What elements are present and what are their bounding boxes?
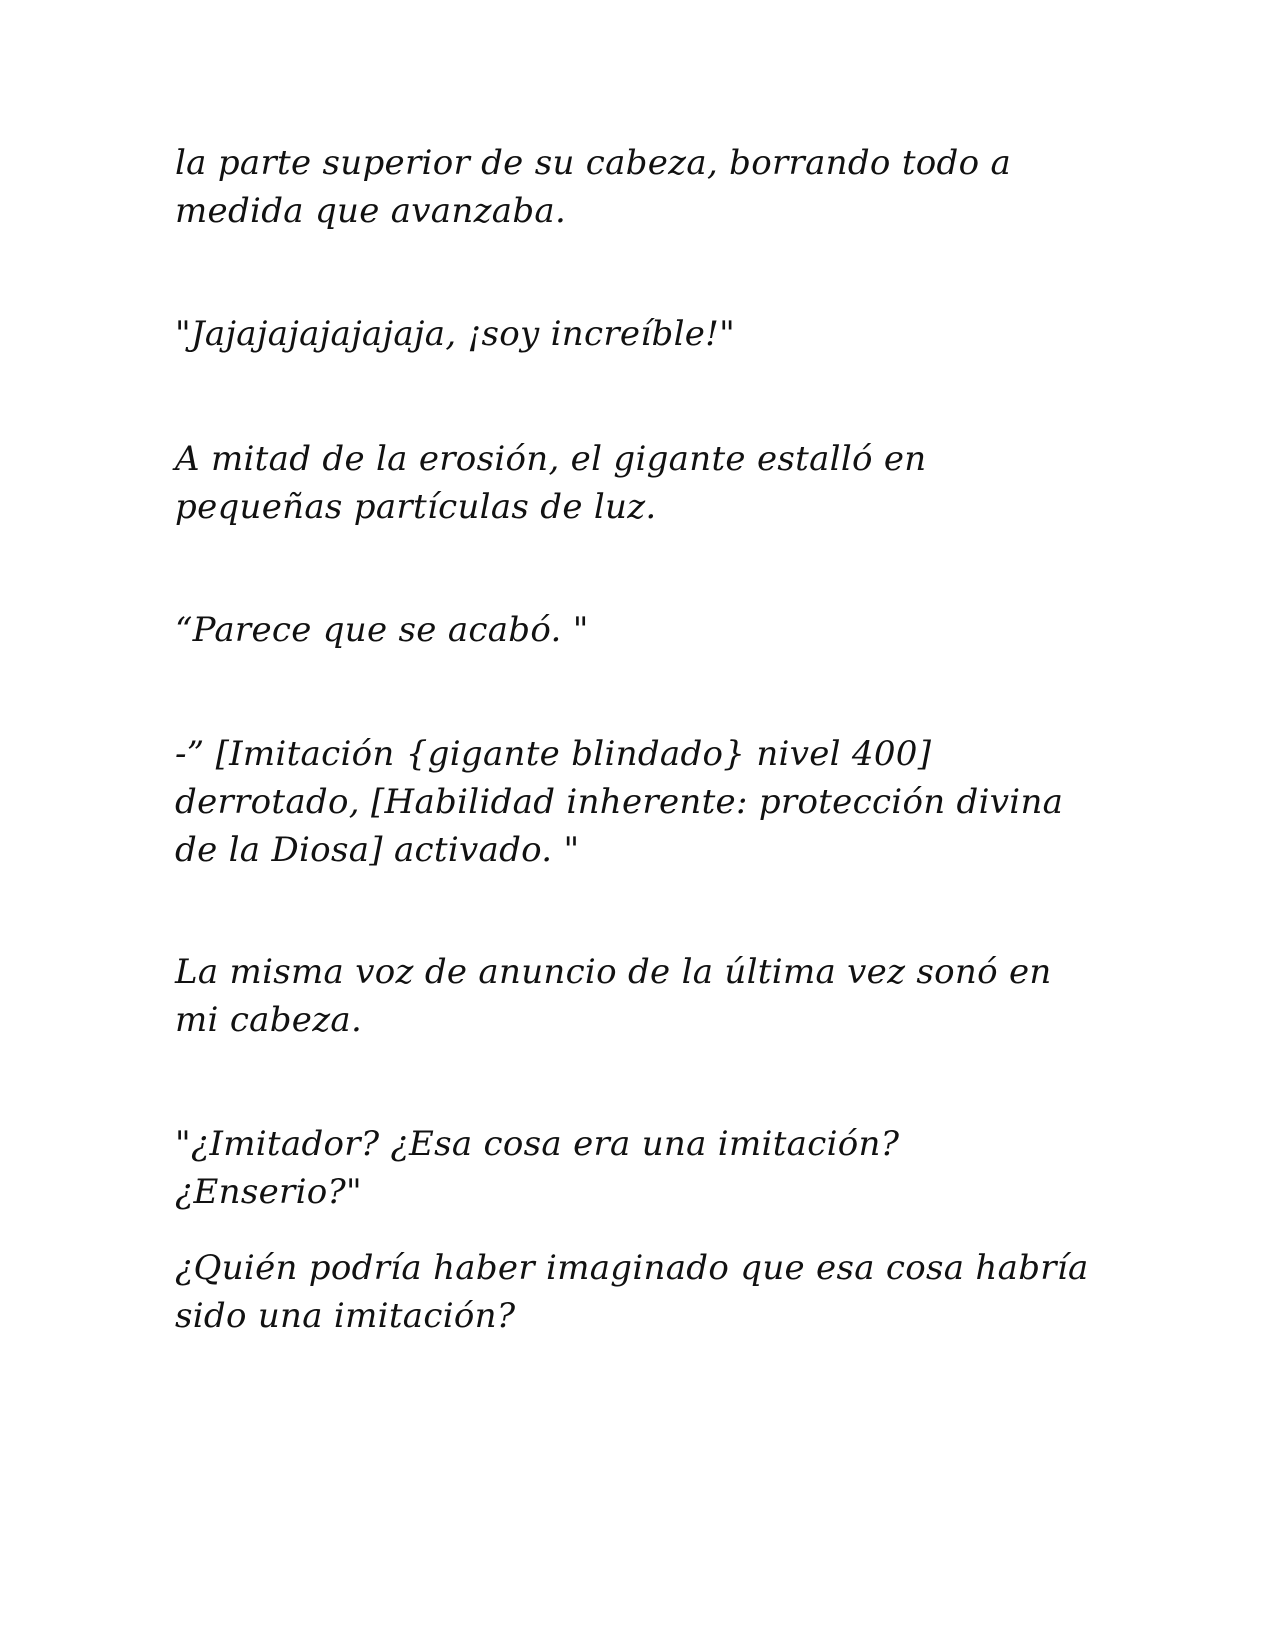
- paragraph-1: la parte superior de su cabeza, borrando todo a medida que avanzaba.: [175, 143, 1012, 231]
- paragraph-6: La misma voz de anuncio de la última vez sonó en mi cabeza.: [175, 952, 1052, 1040]
- paragraph-3: A mitad de la erosión, el gigante estalló en pequeñas partículas de luz.: [175, 439, 927, 527]
- paragraph-5: -” [Imitación {gigante blindado} nivel 400] derrotado, [Habilidad inherente: protección divina de la Diosa] activado. ": [175, 734, 1064, 870]
- paragraph-2: "Jajajajajajajaja, ¡soy increíble!": [175, 314, 736, 354]
- paragraph-8: ¿Quién podría haber imaginado que esa cosa habría sido una imitación?: [175, 1248, 1089, 1336]
- paragraph-7: "¿Imitador? ¿Esa cosa era una imitación? ¿Enserio?": [175, 1124, 900, 1212]
- paragraph-4: “Parece que se acabó. ": [175, 610, 589, 650]
